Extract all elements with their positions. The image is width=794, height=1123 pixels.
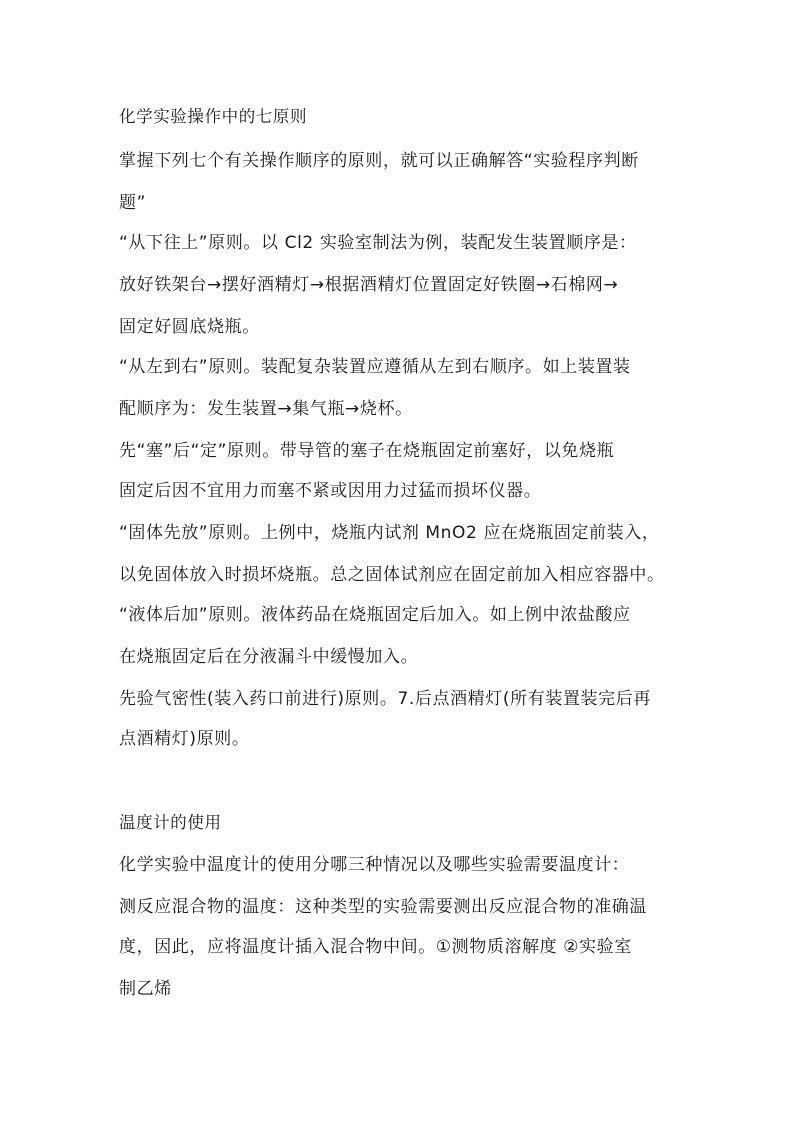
paragraph-line: 固定好圆底烧瓶。 [119,317,260,337]
paragraph-line: 度，因此，应将温度计插入混合物中间。①测物质溶解度 ②实验室 [119,937,632,957]
paragraph-line: 放好铁架台→摆好酒精灯→根据酒精灯位置固定好铁圈→石棉网→ [119,275,619,295]
paragraph-line: 点酒精灯)原则。 [119,729,250,749]
paragraph-line: 在烧瓶固定后在分液漏斗中缓慢加入。 [119,647,419,667]
section-title: 化学实验操作中的七原则 [119,107,308,126]
paragraph-line: 掌握下列七个有关操作顺序的原则，就可以正确解答“实验程序判断 [119,151,639,171]
paragraph-line: 以免固体放入时损坏烧瓶。总之固体试剂应在固定前加入相应容器中。 [119,565,665,585]
paragraph-line: 配顺序为：发生装置→集气瓶→烧杯。 [119,399,413,419]
paragraph-line: 题” [119,193,147,213]
paragraph-line: 化学实验中温度计的使用分哪三种情况以及哪些实验需要温度计： [119,855,630,875]
paragraph-line: 先“塞”后“定”原则。带导管的塞子在烧瓶固定前塞好，以免烧瓶 [119,441,615,461]
paragraph-line: 先验气密性(装入药口前进行)原则。7.后点酒精灯(所有装置装完后再 [119,689,651,709]
paragraph-line: “从下往上”原则。以 Cl2 实验室制法为例，装配发生装置顺序是： [119,233,637,253]
paragraph-line: “液体后加”原则。液体药品在烧瓶固定后加入。如上例中浓盐酸应 [119,605,631,625]
paragraph-line: 固定后因不宜用力而塞不紧或因用力过猛而损坏仪器。 [119,481,542,501]
section-title: 温度计的使用 [119,813,222,832]
paragraph-line: “从左到右”原则。装配复杂装置应遵循从左到右顺序。如上装置装 [119,357,631,377]
paragraph-line: “固体先放”原则。上例中，烧瓶内试剂 MnO2 应在烧瓶固定前装入， [119,523,660,543]
paragraph-line: 测反应混合物的温度：这种类型的实验需要测出反应混合物的准确温 [119,897,647,917]
paragraph-line: 制乙烯 [119,979,172,999]
